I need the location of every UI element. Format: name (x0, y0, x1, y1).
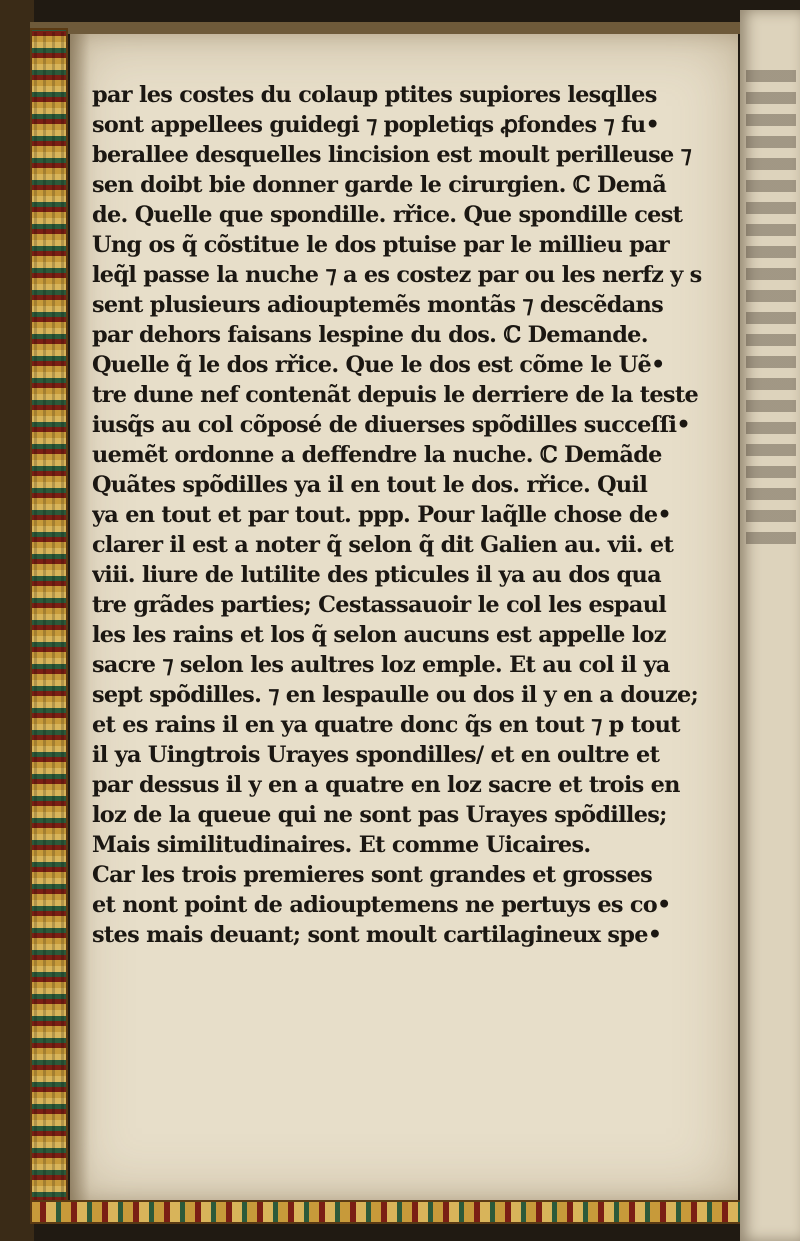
text-line: sacre ⁊ selon les aultres loz emple. Et au col il ya (92, 652, 670, 678)
text-line: de. Quelle que spondille. rřice. Que spondille cest (92, 202, 683, 228)
page-top-edge (30, 22, 750, 34)
book-binding (0, 0, 34, 1241)
text-line: par dehors faisans lespine du dos. ℂ Demande. (92, 322, 648, 348)
text-line: il ya Uingtrois Urayes spondilles/ et en oultre et (92, 742, 660, 768)
page-gutter-shadow (70, 34, 90, 1200)
text-line: sen doibt bie donner garde le cirurgien. ℂ Demã (92, 172, 667, 198)
blackletter-text-block (92, 80, 732, 950)
text-line: Quelle q̃ le dos rřice. Que le dos est cõme le Uẽ• (92, 352, 665, 378)
text-line: loz de la queue qui ne sont pas Urayes spõdilles; (92, 802, 667, 828)
text-line: berallee desquelles lincision est moult perilleuse ⁊ (92, 142, 692, 168)
text-line: ya en tout et par tout. ppp. Pour laq̃lle chose de• (92, 502, 671, 528)
text-line: stes mais deuant; sont moult cartilagineux spe• (92, 922, 662, 948)
decorative-border-bottom (30, 1200, 750, 1224)
text-line: par les costes du colaup ptites supiores lesqlles (92, 82, 657, 108)
text-line: leq̃l passe la nuche ⁊ a es costez par ou les nerfz y s (92, 262, 702, 288)
text-line: par dessus il y en a quatre en loz sacre et trois en (92, 772, 680, 798)
text-line: sont appellees guidegi ⁊ popletiqs ꝓfondes ⁊ fu• (92, 112, 660, 138)
text-line: iusq̃s au col cõposé de diuerses spõdilles succeſſi• (92, 412, 690, 438)
text-line: Quãtes spõdilles ya il en tout le dos. rřice. Quil (92, 472, 648, 498)
text-line: tre grãdes parties; Cestassauoir le col les espaul (92, 592, 667, 618)
text-line: sent plusieurs adiouptemẽs montãs ⁊ descẽdans (92, 292, 664, 318)
text-line: et es rains il en ya quatre donc q̃s en tout ⁊ p tout (92, 712, 680, 738)
text-line: viii. liure de lutilite des pticules il ya au dos qua (92, 562, 661, 588)
text-line: clarer il est a noter q̃ selon q̃ dit Galien au. vii. et (92, 532, 674, 558)
facing-page (740, 10, 800, 1241)
text-line: tre dune nef contenãt depuis le derriere de la teste (92, 382, 699, 408)
text-line: Ung os q̃ cõstitue le dos ptuise par le millieu par (92, 232, 669, 258)
text-line: Car les trois premieres sont grandes et grosses (92, 862, 653, 888)
decorative-border-left (30, 28, 68, 1208)
text-line: les les rains et los q̃ selon aucuns est appelle loz (92, 622, 666, 648)
text-line: Mais similitudinaires. Et comme Uicaires. (92, 832, 591, 858)
text-line: uemẽt ordonne a deffendre la nuche. ℂ Demãde (92, 442, 662, 468)
text-line: sept spõdilles. ⁊ en lespaulle ou dos il y en a douze; (92, 682, 699, 708)
facing-page-text-fragment (746, 70, 796, 550)
text-line: et nont point de adiouptemens ne pertuys es co• (92, 892, 671, 918)
